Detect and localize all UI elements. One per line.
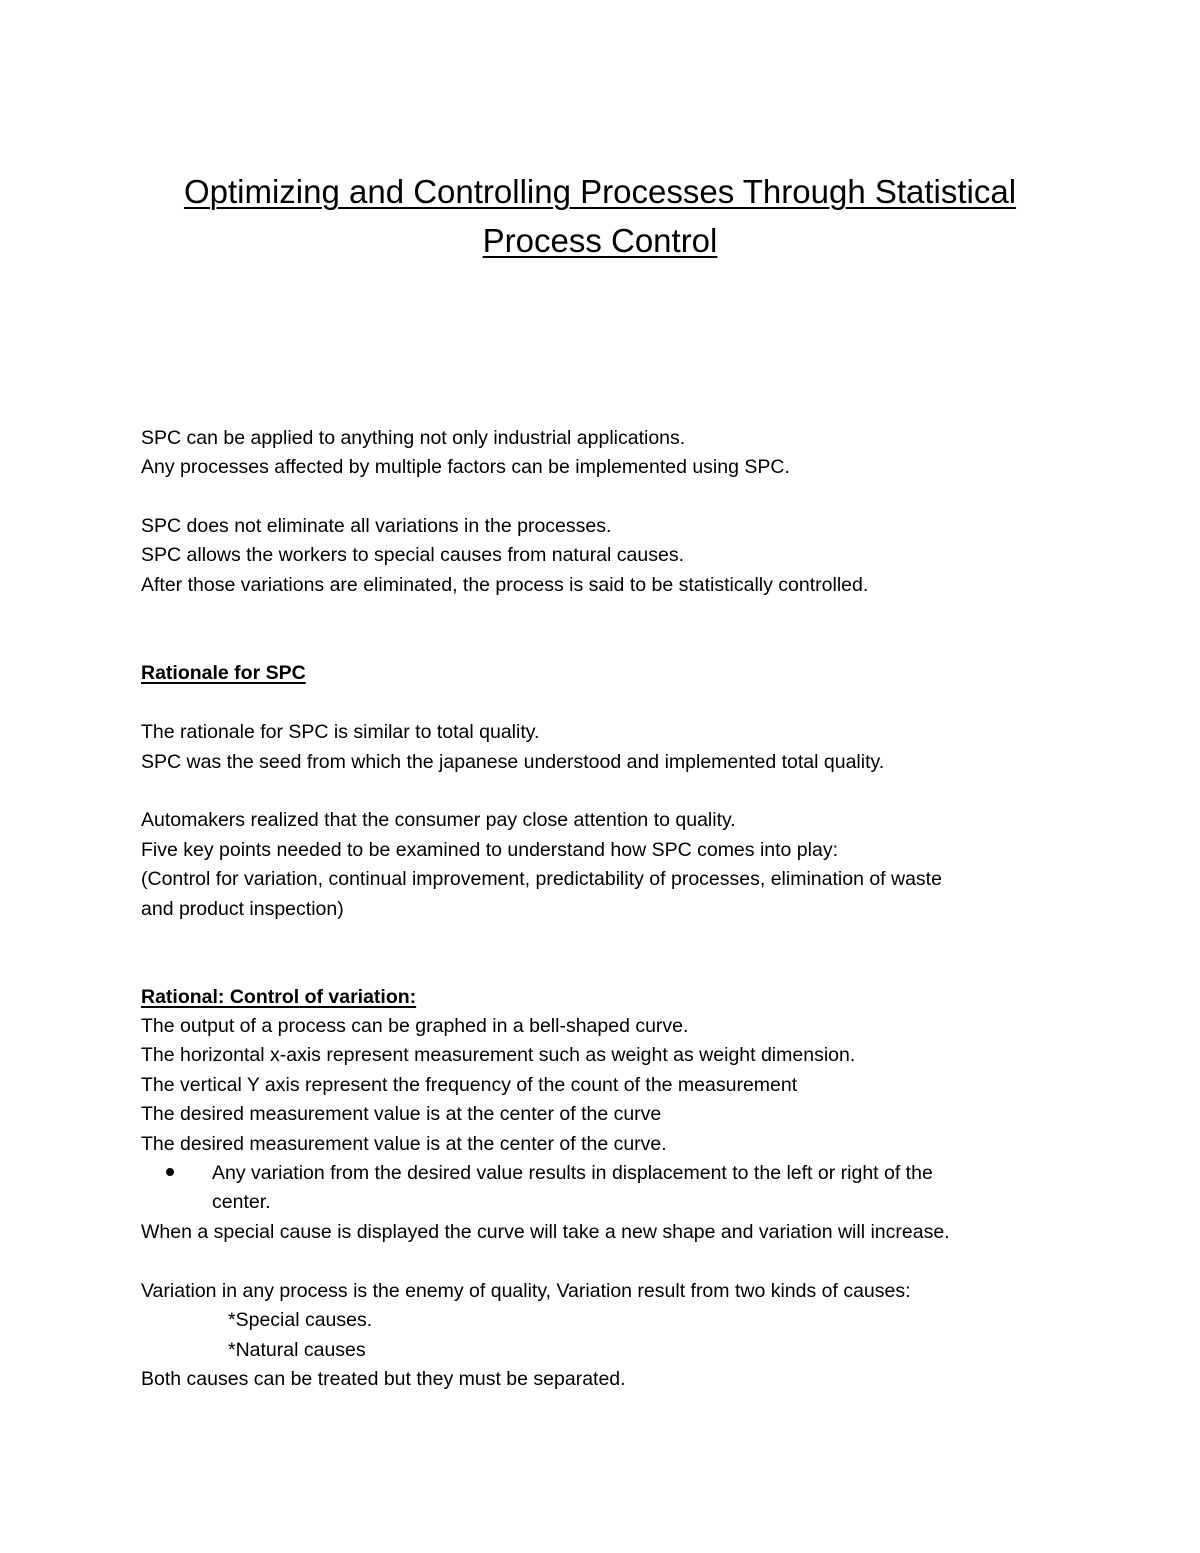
variation-intro: Variation in any process is the enemy of quality, Variation result from two kinds of causes: (141, 1280, 911, 1302)
intro-line: SPC does not eliminate all variations in the processes. (141, 515, 612, 537)
bullet-text: center. (212, 1191, 271, 1213)
document-title-line-1: Optimizing and Controlling Processes Through Statistical (183, 173, 1017, 210)
control-line: The desired measurement value is at the center of the curve (141, 1103, 662, 1125)
bullet-text: Any variation from the desired value results in displacement to the left or right of the (212, 1162, 933, 1184)
control-line: When a special cause is displayed the curve will take a new shape and variation will increase. (141, 1221, 950, 1243)
rationale-line: Automakers realized that the consumer pay close attention to quality. (141, 809, 736, 831)
control-heading: Rational: Control of variation: (141, 986, 417, 1008)
intro-line: Any processes affected by multiple factors can be implemented using SPC. (141, 456, 790, 478)
cause-item: *Natural causes (228, 1339, 366, 1361)
closing-line: Both causes can be treated but they must be separated. (141, 1368, 626, 1390)
rationale-heading: Rationale for SPC (141, 662, 306, 684)
cause-item: *Special causes. (228, 1309, 373, 1331)
intro-line: After those variations are eliminated, the process is said to be statistically controlled. (141, 574, 869, 596)
control-line: The output of a process can be graphed in a bell-shaped curve. (141, 1015, 689, 1037)
rationale-line: (Control for variation, continual improvement, predictability of processes, elimination of waste (141, 868, 942, 890)
intro-line: SPC can be applied to anything not only industrial applications. (141, 427, 686, 449)
rationale-line: The rationale for SPC is similar to total quality. (141, 721, 540, 743)
intro-line: SPC allows the workers to special causes from natural causes. (141, 544, 684, 566)
control-line: The vertical Y axis represent the frequency of the count of the measurement (141, 1074, 798, 1096)
control-line: The horizontal x-axis represent measurement such as weight as weight dimension. (141, 1044, 856, 1066)
rationale-line: and product inspection) (141, 898, 344, 920)
rationale-line: SPC was the seed from which the japanese understood and implemented total quality. (141, 751, 885, 773)
bullet-icon (166, 1168, 174, 1176)
control-line: The desired measurement value is at the center of the curve. (141, 1133, 667, 1155)
rationale-line: Five key points needed to be examined to understand how SPC comes into play: (141, 839, 838, 861)
document-title-line-2: Process Control (482, 222, 718, 259)
